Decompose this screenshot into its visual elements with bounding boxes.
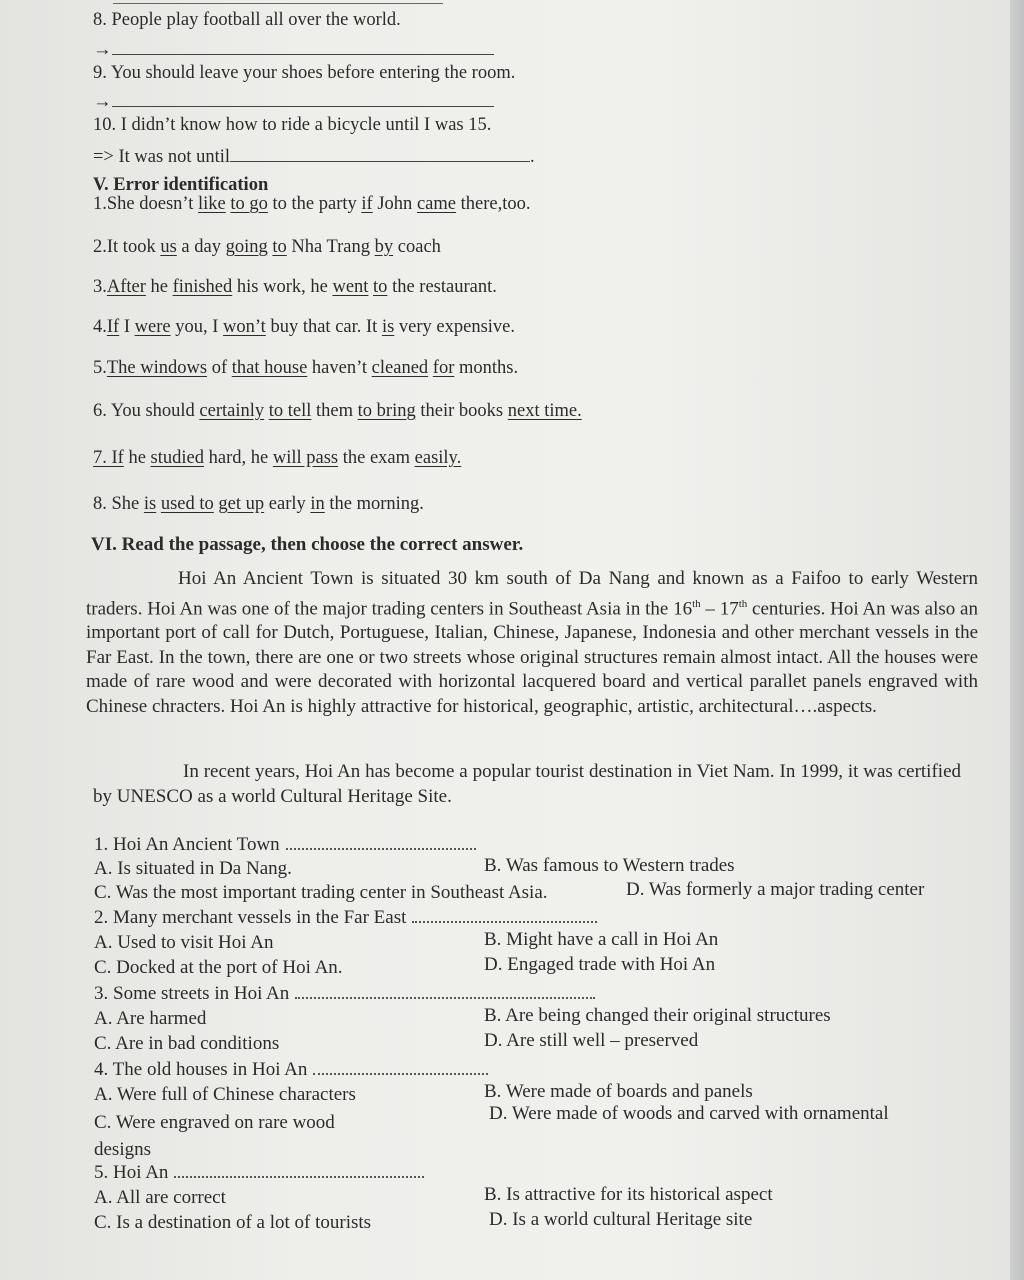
option-a[interactable]: A. Is situated in Da Nang.: [94, 858, 292, 879]
answer-suffix: .: [530, 147, 535, 167]
underlined-option[interactable]: were: [134, 317, 171, 337]
sentence-text: 6. You should: [93, 401, 200, 421]
option-d[interactable]: D. Was formerly a major trading center: [626, 879, 925, 900]
error-item: [93, 316, 515, 338]
underlined-option[interactable]: won’t: [223, 317, 266, 337]
sentence-text: 8. She: [93, 494, 144, 514]
underlined-option[interactable]: studied: [150, 448, 204, 468]
option-d[interactable]: D. Are still well – preserved: [484, 1030, 699, 1051]
underlined-option[interactable]: going: [225, 237, 268, 257]
sentence-text: very expensive.: [394, 317, 516, 337]
underlined-option[interactable]: easily.: [414, 448, 462, 468]
sentence-text: them: [311, 401, 358, 421]
superscript: th: [738, 597, 748, 610]
sentence-text: 2.It took: [93, 237, 161, 257]
underlined-option[interactable]: If: [106, 317, 120, 337]
underlined-option[interactable]: to: [373, 277, 388, 297]
underlined-option[interactable]: cleaned: [371, 358, 429, 378]
question-stem-text: 4. The old houses in Hoi An: [94, 1059, 308, 1080]
sentence-text: Nha Trang: [286, 237, 375, 257]
sentence-text: 1.She doesn’t: [93, 194, 199, 214]
option-b[interactable]: B. Might have a call in Hoi An: [484, 929, 719, 950]
transform-q8-answer[interactable]: [93, 39, 494, 61]
underlined-option[interactable]: like: [198, 194, 226, 214]
page-edge: [1010, 0, 1024, 1280]
option-b[interactable]: B. Were made of boards and panels: [484, 1081, 753, 1102]
underlined-option[interactable]: used to: [160, 494, 214, 514]
passage-text-b: – 17: [700, 597, 739, 619]
passage-paragraph-1: [86, 567, 978, 719]
answer-blank[interactable]: [112, 40, 494, 55]
option-c[interactable]: C. Are in bad conditions: [94, 1033, 280, 1054]
answer-blank[interactable]: [230, 147, 530, 162]
underlined-option[interactable]: went: [332, 277, 369, 297]
sentence-text: hard, he: [204, 448, 273, 468]
sentence-text: coach: [393, 237, 441, 257]
underlined-option[interactable]: 7. If: [93, 448, 124, 468]
transform-q10-answer[interactable]: [93, 146, 535, 168]
error-item: [93, 236, 441, 258]
question-stem: [94, 834, 476, 856]
passage-text-c: centuries. Hoi An was also an important port of call for Dutch, Portuguese, Italian, Chinese, Japanese, Indonesia and other merchant vessels in the Far East. In the town, there are one or two streets whose original structures remain almost intact. All the houses were made of rare wood and were decorated with horizontal lacquered board and vertical parallet panels engraved with Chinese chracters. Hoi An is highly attractive for historical, geographic, artistic, architectural….aspects.: [86, 597, 978, 717]
underlined-option[interactable]: for: [432, 358, 455, 378]
transform-q10: 10. I didn’t know how to ride a bicycle until I was 15.: [93, 115, 492, 135]
passage-text-a: Hoi An Ancient Town is situated 30 km south of Da Nang and known as a Faifoo to early Western traders. Hoi An was one of the major trading centers in Southeast Asia in the 16: [86, 568, 978, 619]
sentence-text: of: [207, 358, 232, 378]
option-c[interactable]: C. Was the most important trading center in Southeast Asia.: [94, 882, 548, 903]
underlined-option[interactable]: in: [310, 494, 325, 514]
sentence-text: he: [123, 448, 151, 468]
passage-paragraph-2: [93, 760, 961, 809]
option-c[interactable]: C. Is a destination of a lot of tourists: [94, 1212, 372, 1233]
error-item: [93, 400, 582, 422]
passage-text-p2: In recent years, Hoi An has become a popular tourist destination in Viet Nam. In 1999, it was certified by UNESCO as a world Cultural Heritage Site.: [93, 761, 961, 807]
underlined-option[interactable]: by: [374, 237, 394, 257]
underlined-option[interactable]: to tell: [268, 401, 312, 421]
underlined-option[interactable]: will pass: [272, 448, 339, 468]
transform-q8: 8. People play football all over the world.: [93, 10, 401, 30]
underlined-option[interactable]: that house: [231, 358, 308, 378]
sentence-text: there,too.: [455, 194, 531, 214]
option-a[interactable]: A. Are harmed: [94, 1008, 207, 1029]
arrow-prefix: →: [93, 92, 112, 112]
underlined-option[interactable]: is: [381, 317, 395, 337]
underlined-option[interactable]: came: [416, 194, 456, 214]
sentence-text: 4.: [93, 317, 107, 337]
transform-q9: 9. You should leave your shoes before entering the room.: [93, 63, 516, 83]
sentence-text: a day: [176, 237, 226, 257]
underlined-option[interactable]: to go: [230, 194, 268, 214]
sentence-text: haven’t: [307, 358, 372, 378]
question-stem: [94, 983, 595, 1005]
error-item: [93, 447, 461, 469]
question-stem: [94, 1162, 424, 1184]
option-d[interactable]: D. Were made of woods and carved with ornamental: [489, 1103, 889, 1124]
sentence-text: he: [145, 277, 173, 297]
superscript: th: [692, 597, 701, 610]
answer-dots[interactable]: [174, 1162, 424, 1178]
error-item: [93, 193, 530, 215]
option-a[interactable]: A. Used to visit Hoi An: [94, 932, 274, 953]
underlined-option[interactable]: The windows: [106, 358, 208, 378]
question-stem-text: 1. Hoi An Ancient Town: [94, 834, 280, 855]
underlined-option[interactable]: is: [143, 494, 157, 514]
answer-dots[interactable]: [313, 1059, 488, 1075]
sentence-text: 3.: [93, 277, 107, 297]
question-stem-text: 3. Some streets in Hoi An: [94, 983, 290, 1004]
sentence-text: early: [264, 494, 311, 514]
answer-prefix: => It was not until: [93, 147, 230, 167]
question-stem: [94, 907, 597, 929]
error-item: [93, 357, 518, 379]
sentence-text: his work, he: [232, 277, 333, 297]
arrow-prefix: →: [93, 40, 112, 60]
underlined-option[interactable]: us: [160, 237, 177, 257]
section-title-error-identification: V. Error identification: [93, 175, 269, 195]
sentence-text: I: [119, 317, 135, 337]
question-stem-text: 5. Hoi An: [94, 1162, 169, 1183]
underlined-option[interactable]: After: [106, 277, 146, 297]
answer-dots[interactable]: [295, 983, 595, 999]
error-item: [93, 493, 424, 515]
option-a[interactable]: A. All are correct: [94, 1187, 226, 1208]
sentence-text: the morning.: [324, 494, 424, 514]
option-d[interactable]: D. Engaged trade with Hoi An: [484, 954, 716, 975]
sentence-text: the restaurant.: [387, 277, 497, 297]
option-d[interactable]: D. Is a world cultural Heritage site: [489, 1209, 753, 1230]
underlined-option[interactable]: next time.: [507, 401, 582, 421]
sentence-text: buy that car. It: [265, 317, 382, 337]
underlined-option[interactable]: if: [361, 194, 373, 214]
option-c[interactable]: C. Docked at the port of Hoi An.: [94, 957, 343, 978]
option-b[interactable]: B. Was famous to Western trades: [484, 855, 735, 876]
option-b[interactable]: B. Is attractive for its historical aspect: [484, 1184, 773, 1205]
answer-dots[interactable]: [412, 907, 597, 923]
underlined-option[interactable]: finished: [172, 277, 233, 297]
transform-q9-answer[interactable]: [93, 91, 494, 113]
option-b[interactable]: B. Are being changed their original structures: [484, 1005, 831, 1026]
underlined-option[interactable]: certainly: [199, 401, 265, 421]
answer-dots[interactable]: [286, 834, 476, 850]
sentence-text: John: [372, 194, 417, 214]
question-stem: [94, 1059, 488, 1081]
sentence-text: to the party: [267, 194, 362, 214]
option-a[interactable]: A. Were full of Chinese characters: [94, 1084, 356, 1105]
underlined-option[interactable]: get up: [218, 494, 265, 514]
underlined-option[interactable]: to bring: [357, 401, 416, 421]
answer-blank[interactable]: [112, 92, 494, 107]
question-stem-text: 2. Many merchant vessels in the Far East: [94, 907, 407, 928]
option-c[interactable]: C. Were engraved on rare wood designs: [94, 1112, 335, 1160]
sentence-text: you, I: [170, 317, 223, 337]
sentence-text: their books: [415, 401, 508, 421]
section-title-reading: VI. Read the passage, then choose the correct answer.: [91, 534, 524, 555]
sentence-text: the exam: [338, 448, 415, 468]
underlined-option[interactable]: to: [272, 237, 287, 257]
sentence-text: months.: [454, 358, 519, 378]
answer-line-top: [113, 3, 443, 4]
error-item: [93, 276, 497, 298]
sentence-text: 5.: [93, 358, 107, 378]
